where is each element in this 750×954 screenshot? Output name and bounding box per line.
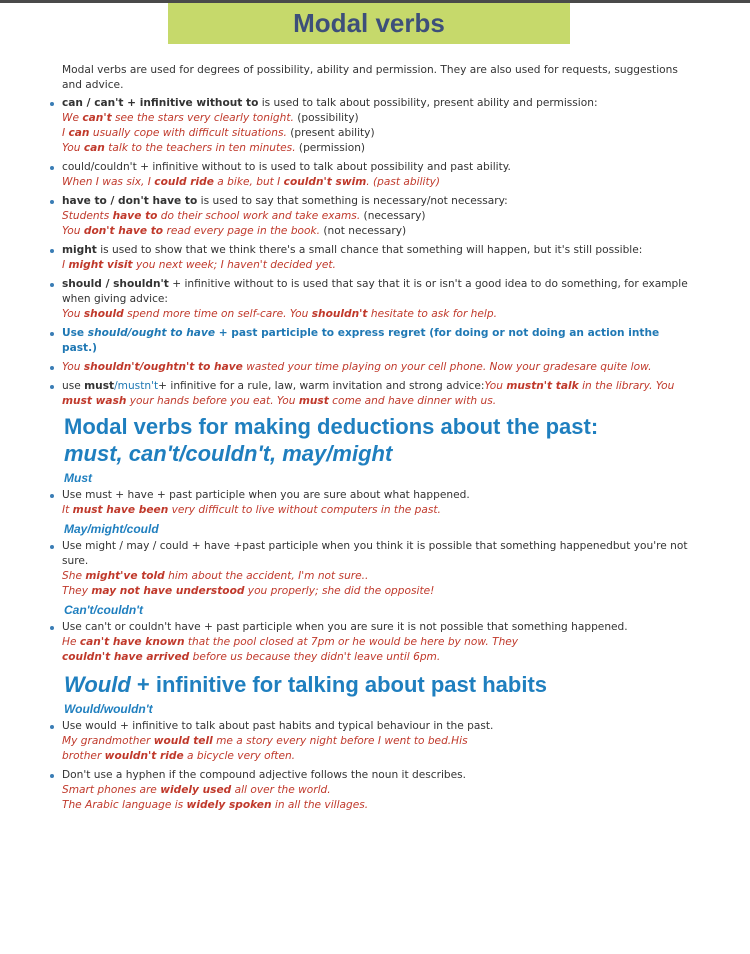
rule-would: Use would + infinitive to talk about past habits and typical behaviour in the past. [62, 719, 692, 734]
example-text: . [366, 176, 370, 188]
example-text: before us because they didn't leave until 6pm. [189, 651, 441, 663]
example-sentence [62, 209, 692, 224]
rule-could: could/couldn't + infinitive without to is used to talk about possibility and past ability. [62, 160, 692, 175]
example-keyword: mustn't talk [506, 380, 579, 392]
example-note: (possibility) [293, 112, 359, 124]
example-keyword: must have been [72, 504, 169, 516]
example-sentence [62, 307, 692, 322]
example-sentence [62, 175, 692, 190]
example-keyword: might've told [85, 570, 165, 582]
example-text: me a story every night before I went to bed.His [212, 735, 468, 747]
example-text: you properly; she did the opposite! [244, 585, 435, 597]
example-text: My grandmother [62, 735, 154, 747]
rule-text: is used to say that something is necessary/not necessary: [197, 195, 508, 207]
example-keyword: can't [82, 112, 112, 124]
example-text: He [62, 636, 80, 648]
rule-might [62, 243, 692, 258]
subheading-would-wouldnt: Would/wouldn't [64, 702, 153, 716]
rule-term: should / shouldn't [62, 278, 169, 290]
example-text: come and have dinner with us. [328, 395, 497, 407]
example-keyword: wouldn't ride [104, 750, 184, 762]
rule-have-to [62, 194, 692, 209]
document-body [62, 63, 692, 813]
example-sentence [62, 584, 692, 599]
example-text: read every page in the book. [163, 225, 321, 237]
intro-paragraph: Modal verbs are used for degrees of possibility, ability and permission. They are also used for requests, suggestions and advice. [62, 64, 678, 91]
rule-should [62, 277, 692, 307]
rule-term: might [62, 244, 97, 256]
rule-text: + infinitive for a rule, law, warm invitation and strong advice: [158, 380, 485, 392]
example-sentence [62, 749, 692, 764]
example-sentence [62, 141, 692, 156]
example-keyword: have to [112, 210, 158, 222]
example-sentence [62, 635, 692, 650]
heading-line: Modal verbs for making deductions about the past: [64, 414, 599, 439]
example-text: in all the villages. [271, 799, 369, 811]
rule-text: + past participle to express regret (for doing or not doing an action inthe past.) [62, 327, 660, 354]
example-text: Smart phones are [62, 784, 161, 796]
section-heading-deductions [64, 413, 692, 467]
example-keyword: should [83, 308, 124, 320]
example-keyword: can't have known [79, 636, 185, 648]
example-text: all over the world. [231, 784, 331, 796]
example-text: a bike, but I [213, 176, 284, 188]
example-keyword: must wash [62, 395, 127, 407]
example-note: (past ability) [369, 176, 441, 188]
rule-text: Use [62, 327, 88, 339]
example-text: hesitate to ask for help. [367, 308, 497, 320]
rule-must-have: Use must + have + past participle when you are sure about what happened. [62, 488, 692, 503]
rule-term: have to / don't have to [62, 195, 198, 207]
example-sentence [62, 224, 692, 239]
section-heading-would [64, 671, 692, 698]
example-text: You [62, 361, 84, 373]
example-text: that the pool closed at 7pm or he would be here by now. They [184, 636, 519, 648]
rule-text: + infinitive without to is used that say that it is or isn't a good idea to do something, for example when giving advice: [62, 278, 688, 305]
rule-term: must [84, 380, 115, 392]
example-text: brother [62, 750, 105, 762]
heading-line: must, can't/couldn't, may/might [64, 441, 393, 466]
rule-term: should/ought to have [87, 327, 216, 339]
example-note: (necessary) [360, 210, 426, 222]
example-keyword: can [68, 127, 90, 139]
example-sentence [62, 503, 692, 518]
subheading-may-might-could: May/might/could [64, 522, 159, 536]
example-sentence [62, 258, 692, 273]
example-text: They [62, 585, 92, 597]
example-text: your hands before you eat. You [126, 395, 299, 407]
rule-term: /mustn't [114, 380, 159, 392]
example-text: him about the accident, I'm not sure.. [164, 570, 369, 582]
example-sentence [62, 798, 692, 813]
example-text: We [62, 112, 83, 124]
example-text: in the library. You [578, 380, 675, 392]
example-keyword: widely spoken [186, 799, 272, 811]
example-note: (permission) [295, 142, 366, 154]
example-keyword: don't have to [83, 225, 164, 237]
subheading-must: Must [64, 471, 92, 485]
example-keyword: would tell [153, 735, 213, 747]
title-banner [168, 3, 570, 44]
example-text: You [62, 142, 84, 154]
example-note: (present ability) [286, 127, 375, 139]
example-keyword: must [298, 395, 329, 407]
rule-cant-have: Use can't or couldn't have + past participle when you are sure it is not possible that something happened. [62, 620, 692, 635]
example-keyword: might visit [68, 259, 133, 271]
example-sentence [62, 734, 692, 749]
page-title: Modal verbs [293, 8, 445, 38]
heading-term: Would [64, 672, 131, 697]
example-text: a bicycle very often. [183, 750, 296, 762]
rule-text: is used to show that we think there's a small chance that something will happen, but it's still possible: [96, 244, 643, 256]
example-text: very difficult to live without computers in the past. [168, 504, 441, 516]
example-sentence [62, 126, 692, 141]
example-text: you next week; I haven't decided yet. [132, 259, 336, 271]
example-sentence [62, 783, 692, 798]
example-note: (not necessary) [320, 225, 407, 237]
example-keyword: could ride [154, 176, 214, 188]
example-text: When I was six, I [62, 176, 155, 188]
example-sentence [62, 360, 692, 375]
rule-hyphen: Don't use a hyphen if the compound adjective follows the noun it describes. [62, 768, 692, 783]
subheading-cant-couldnt: Can't/couldn't [64, 603, 144, 617]
example-sentence [62, 569, 692, 584]
rule-should-have [62, 326, 692, 356]
example-keyword: widely used [160, 784, 232, 796]
example-text: see the stars very clearly tonight. [111, 112, 294, 124]
rule-must [62, 379, 692, 409]
example-text: I [62, 127, 69, 139]
example-text: You [62, 308, 84, 320]
rule-term: can / can't + infinitive without to [62, 97, 259, 109]
example-text: Students [62, 210, 113, 222]
example-keyword: may not have understood [91, 585, 245, 597]
example-keyword: couldn't swim [283, 176, 367, 188]
rule-text: use [62, 380, 85, 392]
example-text: You [62, 225, 84, 237]
example-text: spend more time on self-care. You [123, 308, 312, 320]
heading-line: + infinitive for talking about past habits [130, 672, 548, 697]
example-keyword: shouldn't [311, 308, 368, 320]
example-text: I [62, 259, 69, 271]
example-text: usually cope with difficult situations. [89, 127, 287, 139]
example-sentence [62, 111, 692, 126]
example-keyword: couldn't have arrived [62, 651, 190, 663]
example-keyword: shouldn't/oughtn't to have [83, 361, 243, 373]
rule-can [62, 96, 692, 111]
example-text: It [62, 504, 73, 516]
example-text: wasted your time playing on your cell phone. Now your gradesare quite low. [242, 361, 652, 373]
rule-text: is used to talk about possibility, present ability and permission: [258, 97, 598, 109]
example-text: You [484, 380, 507, 392]
example-text: talk to the teachers in ten minutes. [104, 142, 296, 154]
example-sentence [62, 650, 692, 665]
rule-may-have: Use might / may / could + have +past participle when you think it is possible that something happenedbut you're not sure. [62, 539, 692, 569]
example-text: The Arabic language is [62, 799, 187, 811]
example-text: She [62, 570, 86, 582]
example-text: do their school work and take exams. [157, 210, 361, 222]
example-keyword: can [83, 142, 105, 154]
